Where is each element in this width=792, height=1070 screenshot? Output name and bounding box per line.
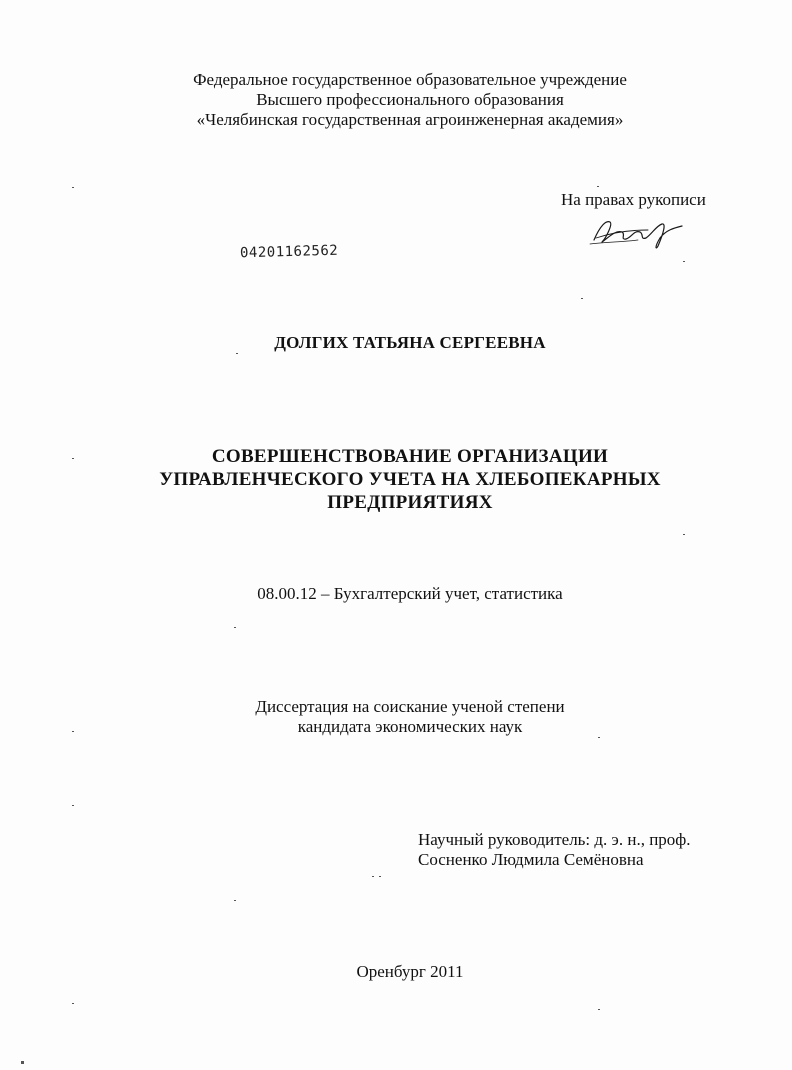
author-name: ДОЛГИХ ТАТЬЯНА СЕРГЕЕВНА	[274, 333, 546, 352]
scan-speck	[597, 186, 599, 187]
manuscript-rights-note: На правах рукописи	[561, 190, 706, 209]
institution-line-3: «Челябинская государственная агроинженерная академия»	[196, 110, 624, 129]
city-year-line: Оренбург 2011	[356, 962, 464, 981]
scan-speck	[598, 1009, 600, 1010]
scan-speck	[72, 1003, 74, 1004]
scan-speck	[598, 737, 600, 738]
title-line-1: СОВЕРШЕНСТВОВАНИЕ ОРГАНИЗАЦИИ	[211, 446, 609, 467]
city-year	[0, 962, 792, 982]
scan-speck	[234, 627, 236, 628]
scan-speck	[21, 1061, 24, 1064]
institution-header	[0, 70, 792, 130]
supervisor-line-1: Научный руководитель: д. э. н., проф.	[418, 830, 691, 849]
degree-statement	[0, 697, 792, 737]
scan-speck	[236, 353, 238, 354]
scan-speck	[683, 534, 685, 535]
scientific-supervisor	[418, 830, 691, 870]
institution-line-1: Федеральное государственное образовательное учреждение	[193, 70, 627, 89]
scan-speck	[379, 876, 381, 877]
scan-speck	[72, 187, 74, 188]
degree-line-1: Диссертация на соискание ученой степени	[255, 697, 565, 716]
scan-speck	[581, 298, 583, 299]
scan-speck	[72, 731, 74, 732]
institution-line-2: Высшего профессионального образования	[256, 90, 564, 109]
scan-speck	[683, 261, 685, 262]
scan-speck	[72, 805, 74, 806]
title-line-3: ПРЕДПРИЯТИЯХ	[327, 492, 493, 513]
specialty-code	[0, 584, 792, 604]
handwritten-signature	[586, 212, 686, 252]
dissertation-title	[0, 445, 792, 514]
supervisor-line-2: Сосненко Людмила Семёновна	[418, 850, 644, 869]
scan-speck	[72, 458, 74, 459]
registration-number: 04201162562	[239, 242, 339, 262]
scan-speck	[234, 900, 236, 901]
scan-speck	[372, 876, 374, 877]
title-line-2: УПРАВЛЕНЧЕСКОГО УЧЕТА НА ХЛЕБОПЕКАРНЫХ	[159, 469, 661, 490]
degree-line-2: кандидата экономических наук	[297, 717, 523, 736]
specialty-line: 08.00.12 – Бухгалтерский учет, статистика	[257, 584, 563, 603]
